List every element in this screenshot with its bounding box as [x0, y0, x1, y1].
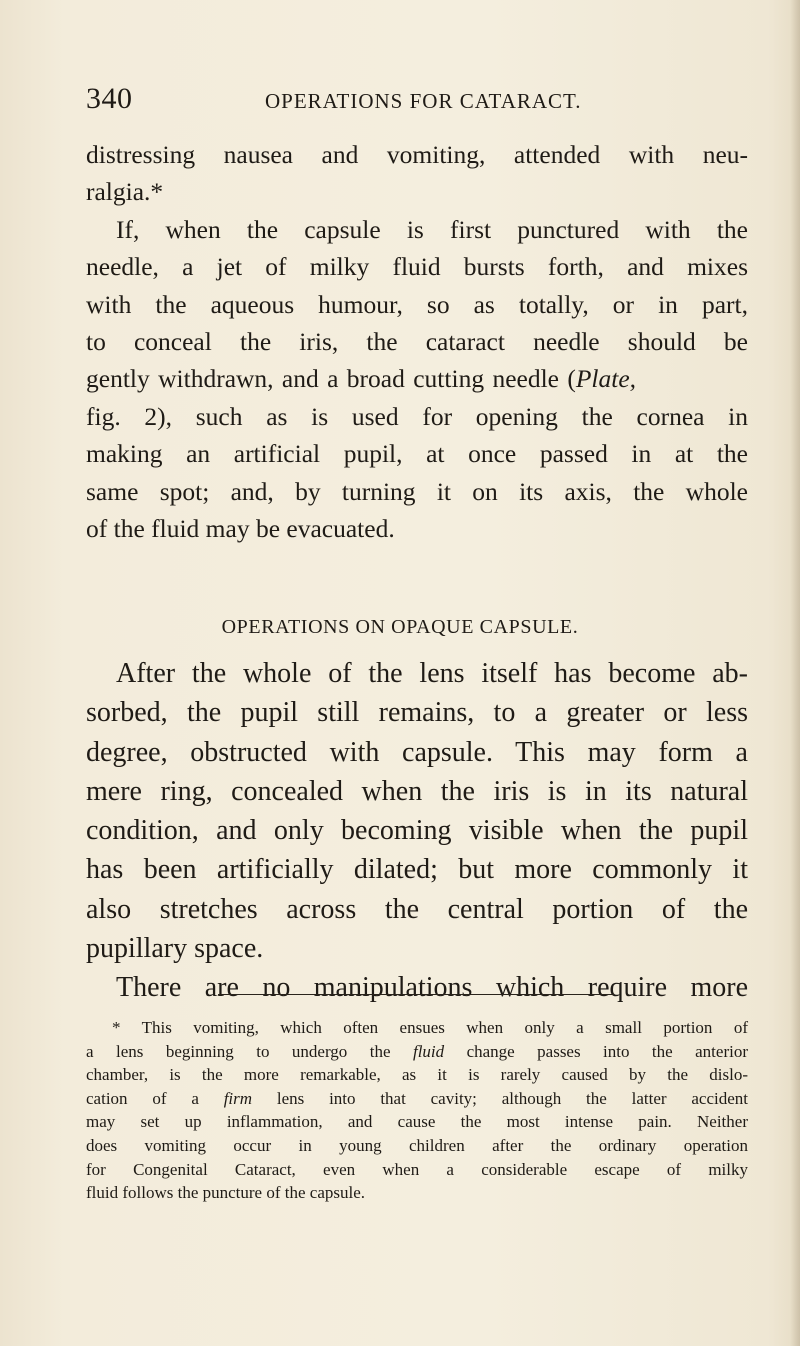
main-text-section — [86, 654, 748, 1008]
footnote-line: for Congenital Cataract, even when a considerable escape of milky — [86, 1159, 748, 1179]
text-line: same spot; and, by turning it on its axis, the whole — [86, 476, 748, 506]
section-heading: OPERATIONS ON OPAQUE CAPSULE. — [221, 616, 579, 638]
text-line: sorbed, the pupil still remains, to a greater or less — [86, 697, 748, 729]
text-line: distressing nausea and vomiting, attended with neu- — [86, 140, 748, 169]
text-line: There are no manipulations which require more — [116, 972, 748, 1004]
text-line: to conceal the iris, the cataract needle should be — [86, 326, 748, 356]
page-edge-shadow — [790, 0, 800, 1346]
emphasis: firm — [223, 1088, 253, 1108]
text-segment: cation of a — [86, 1088, 224, 1108]
footnote-rule — [218, 994, 614, 995]
emphasis: fluid — [412, 1041, 445, 1061]
text-line: ralgia.* — [86, 177, 164, 207]
footnote-line — [86, 1040, 748, 1064]
text-line: making an artificial pupil, at once passed in at the — [86, 439, 748, 469]
footnote-line: does vomiting occur in young children after the ordinary operation — [86, 1135, 748, 1155]
text-line: fig. 2), such as is used for opening the cornea in — [86, 401, 748, 431]
text-segment: a lens beginning to undergo the — [86, 1041, 413, 1061]
page-header — [86, 82, 746, 122]
footnote-line: may set up inflammation, and cause the most intense pain. Neither — [86, 1112, 748, 1132]
text-line: mere ring, concealed when the iris is in its natural — [86, 775, 748, 807]
text-segment: change passes into the anterior — [444, 1041, 748, 1061]
text-line: After the whole of the lens itself has become ab- — [116, 658, 748, 689]
footnote-line: * This vomiting, which often ensues when only a small portion of — [112, 1018, 748, 1037]
text-line — [86, 360, 748, 397]
text-segment: lens into that cavity; although the latter accident — [252, 1088, 748, 1108]
text-line: degree, obstructed with capsule. This may form a — [86, 736, 748, 768]
footnote-line: fluid follows the puncture of the capsule. — [86, 1183, 366, 1203]
text-line: of the fluid may be evacuated. — [86, 513, 395, 543]
text-line: with the aqueous humour, so as totally, or in part, — [86, 289, 748, 319]
text-line: has been artificially dilated; but more commonly it — [86, 854, 748, 886]
footnote-line — [86, 1087, 748, 1111]
page-number: 340 — [86, 82, 133, 115]
text-line: If, when the capsule is first punctured with the — [116, 214, 748, 244]
text-line: condition, and only becoming visible when the pupil — [86, 815, 748, 847]
text-segment: gently withdrawn, and a broad cutting needle ( — [86, 364, 576, 394]
footnote — [86, 1016, 748, 1205]
text-line: pupillary space. — [86, 933, 264, 965]
text-line: needle, a jet of milky fluid bursts forth, and mixes — [86, 252, 748, 282]
main-text-top — [86, 136, 748, 547]
running-title: OPERATIONS FOR CATARACT. — [265, 89, 582, 113]
footnote-line: chamber, is the more remarkable, as it is rarely caused by the dislo- — [86, 1065, 748, 1085]
plate-reference: Plate, — [575, 364, 637, 394]
text-line: also stretches across the central portion of the — [86, 893, 748, 925]
